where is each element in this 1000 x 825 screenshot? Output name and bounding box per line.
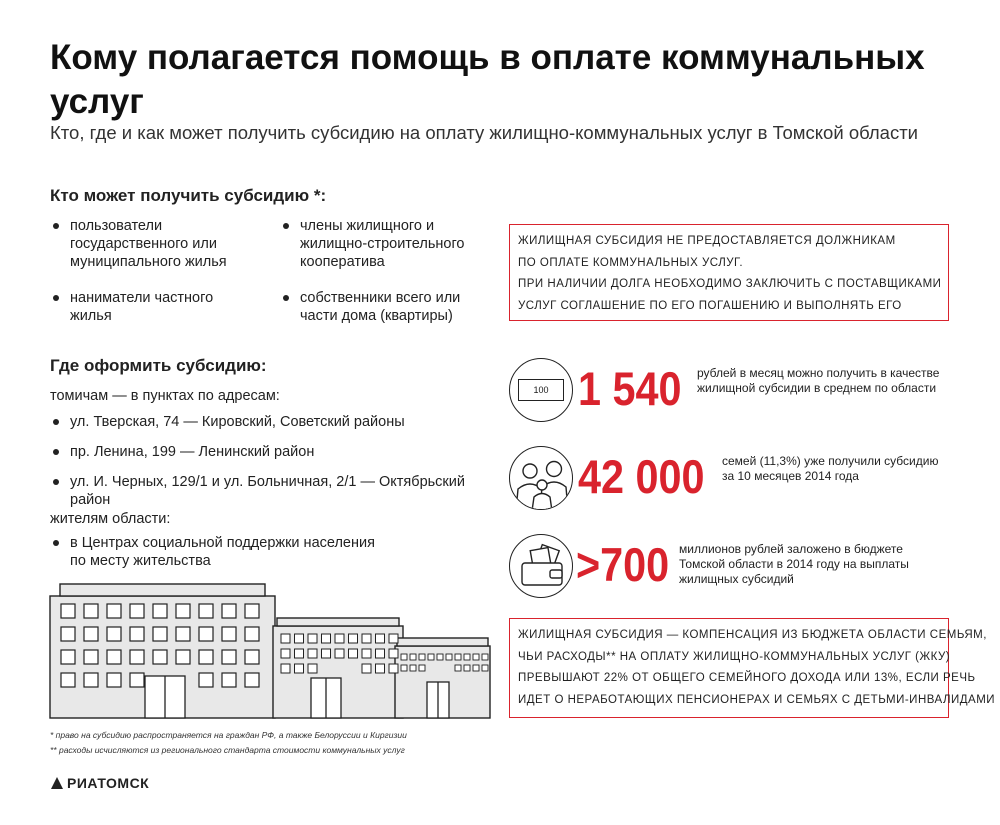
building-window <box>153 650 167 664</box>
building-window <box>389 664 398 673</box>
city-address <box>70 443 500 461</box>
building-window <box>335 634 344 643</box>
page-title: Кому полагается помощь в оплате коммунальных услуг <box>50 38 925 121</box>
where-heading: Где оформить субсидию: <box>50 356 267 375</box>
building-window <box>362 649 371 658</box>
who-item-text: собственники всего или части дома (квартиры) <box>300 290 461 324</box>
building-window <box>308 649 317 658</box>
building-window <box>389 634 398 643</box>
building-window <box>245 650 259 664</box>
building-window <box>222 627 236 641</box>
building-window <box>410 665 416 671</box>
city-address <box>70 473 505 509</box>
building-window <box>295 634 304 643</box>
stat-text: миллионов рублей заложено в бюджете Томской области в 2014 году на выплаты жилищных субсидий <box>679 542 909 586</box>
who-item-text: наниматели частного жилья <box>70 290 214 324</box>
building-window <box>107 650 121 664</box>
bullet-icon <box>53 419 59 425</box>
stat-icon-circle <box>509 446 573 510</box>
warning-line: ПО ОПЛАТЕ КОММУНАЛЬНЫХ УСЛУГ. <box>518 256 744 269</box>
building-window <box>376 649 385 658</box>
who-item <box>300 217 485 271</box>
building-window <box>176 627 190 641</box>
building-window <box>349 634 358 643</box>
city-address-text: ул. Тверская, 74 — Кировский, Советский районы <box>70 414 405 430</box>
who-item-text: члены жилищного и жилищно-строительного кооператива <box>300 218 465 270</box>
bullet-icon <box>283 295 289 301</box>
building-window <box>61 604 75 618</box>
city-address <box>70 413 500 431</box>
building-window <box>176 650 190 664</box>
building-window <box>199 650 213 664</box>
building-window <box>322 634 331 643</box>
building-window <box>222 604 236 618</box>
building-window <box>473 665 479 671</box>
building-window <box>376 634 385 643</box>
building-window <box>308 634 317 643</box>
bullet-icon <box>283 223 289 229</box>
building-window <box>482 665 488 671</box>
building-window <box>401 654 407 660</box>
definition-line: ИДЕТ О НЕРАБОТАЮЩИХ ПЕНСИОНЕРАХ И СЕМЬЯХ С ДЕТЬМИ-ИНВАЛИДАМИ <box>518 693 996 706</box>
ria-tomsk-logo <box>50 775 149 791</box>
definition-line: ЧЬИ РАСХОДЫ** НА ОПЛАТУ ЖИЛИЩНО-КОММУНАЛЬНЫХ УСЛУГ (ЖКУ) <box>518 650 951 663</box>
region-item-text: в Центрах социальной поддержки населения по месту жительства <box>70 535 375 569</box>
building-window <box>245 627 259 641</box>
building-window <box>335 649 344 658</box>
building-window <box>199 627 213 641</box>
logo-mark-icon <box>50 776 64 790</box>
who-item-text: пользователи государственного или муниципального жилья <box>70 218 227 270</box>
warning-box <box>509 224 949 321</box>
building-window <box>107 673 121 687</box>
building-window <box>410 654 416 660</box>
bullet-icon <box>53 540 59 546</box>
stat-text: семей (11,3%) уже получили субсидию за 10 месяцев 2014 года <box>722 454 939 483</box>
who-item <box>300 289 485 325</box>
stat-number: >700 <box>576 538 670 591</box>
footnote: ** расходы исчисляются из регионального стандарта стоимости коммунальных услуг <box>50 745 405 755</box>
banknote-label: 100 <box>533 385 549 395</box>
building-window <box>84 650 98 664</box>
building-window <box>107 604 121 618</box>
stat-number: 42 000 <box>578 450 705 503</box>
building-window <box>437 654 443 660</box>
logo-text: РИАТОМСК <box>67 775 150 791</box>
building-window <box>130 604 144 618</box>
building-window <box>153 604 167 618</box>
building-window <box>281 649 290 658</box>
building-window <box>419 654 425 660</box>
building-window <box>295 649 304 658</box>
building-window <box>61 627 75 641</box>
bullet-icon <box>53 295 59 301</box>
warning-line: ПРИ НАЛИЧИИ ДОЛГА НЕОБХОДИМО ЗАКЛЮЧИТЬ С ПОСТАВЩИКАМИ <box>518 278 942 290</box>
building-window <box>84 673 98 687</box>
building-window <box>446 654 452 660</box>
region-label: жителям области: <box>50 511 171 527</box>
building-window <box>473 654 479 660</box>
building-window <box>401 665 407 671</box>
building-window <box>107 627 121 641</box>
building-window <box>130 673 144 687</box>
building-window <box>84 604 98 618</box>
building-window <box>84 627 98 641</box>
stat-icon-circle <box>509 534 573 598</box>
building-window <box>245 673 259 687</box>
bullet-icon <box>53 223 59 229</box>
building-window <box>199 673 213 687</box>
building-window <box>389 649 398 658</box>
who-item <box>70 217 255 271</box>
stat-text: рублей в месяц можно получить в качестве жилищной субсидии в среднем по области <box>697 366 940 395</box>
bullet-icon <box>53 449 59 455</box>
building-window <box>61 650 75 664</box>
building-window <box>362 664 371 673</box>
building-window <box>419 665 425 671</box>
building-window <box>222 673 236 687</box>
building-window <box>130 650 144 664</box>
city-address-text: пр. Ленина, 199 — Ленинский район <box>70 444 315 460</box>
footnote: * право на субсидию распространяется на граждан РФ, а также Белоруссии и Киргизии <box>50 730 407 740</box>
definition-line: ЖИЛИЩНАЯ СУБСИДИЯ — КОМПЕНСАЦИЯ ИЗ БЮДЖЕТА ОБЛАСТИ СЕМЬЯМ, <box>518 629 987 641</box>
building-window <box>376 664 385 673</box>
buildings-illustration <box>45 578 495 720</box>
building-window <box>130 627 144 641</box>
building-window <box>455 654 461 660</box>
stat-number: 1 540 <box>578 362 682 415</box>
city-address-text: ул. И. Черных, 129/1 и ул. Больничная, 2/1 — Октябрьский район <box>70 474 465 508</box>
building-window <box>61 673 75 687</box>
banknote-icon <box>518 379 564 401</box>
warning-line: УСЛУГ СОГЛАШЕНИЕ ПО ЕГО ПОГАШЕНИЮ И ВЫПОЛНЯТЬ ЕГО <box>518 299 902 312</box>
region-item <box>70 534 390 570</box>
building-window <box>464 665 470 671</box>
building-window <box>222 650 236 664</box>
page-subtitle: Кто, где и как может получить субсидию на оплату жилищно-коммунальных услуг в Томской области <box>50 122 919 143</box>
building-window <box>199 604 213 618</box>
stat-icon-circle <box>509 358 573 422</box>
building-window <box>455 665 461 671</box>
who-heading: Кто может получить субсидию *: <box>50 186 327 205</box>
wallet-icon <box>510 535 574 599</box>
building-window <box>322 649 331 658</box>
building-window <box>482 654 488 660</box>
building-window <box>308 664 317 673</box>
building-window <box>362 634 371 643</box>
building-window <box>281 634 290 643</box>
building-window <box>428 654 434 660</box>
definition-line: ПРЕВЫШАЮТ 22% ОТ ОБЩЕГО СЕМЕЙНОГО ДОХОДА ИЛИ 13%, ЕСЛИ РЕЧЬ <box>518 672 976 684</box>
who-item <box>70 289 235 325</box>
building-window <box>245 604 259 618</box>
bullet-icon <box>53 479 59 485</box>
building-window <box>349 649 358 658</box>
family-icon <box>510 447 573 510</box>
building-window <box>464 654 470 660</box>
city-label: томичам — в пунктах по адресам: <box>50 388 280 404</box>
definition-box <box>509 618 996 718</box>
warning-line: ЖИЛИЩНАЯ СУБСИДИЯ НЕ ПРЕДОСТАВЛЯЕТСЯ ДОЛЖНИКАМ <box>518 235 896 247</box>
building-window <box>153 627 167 641</box>
building-window <box>295 664 304 673</box>
building-window <box>176 604 190 618</box>
building-window <box>281 664 290 673</box>
